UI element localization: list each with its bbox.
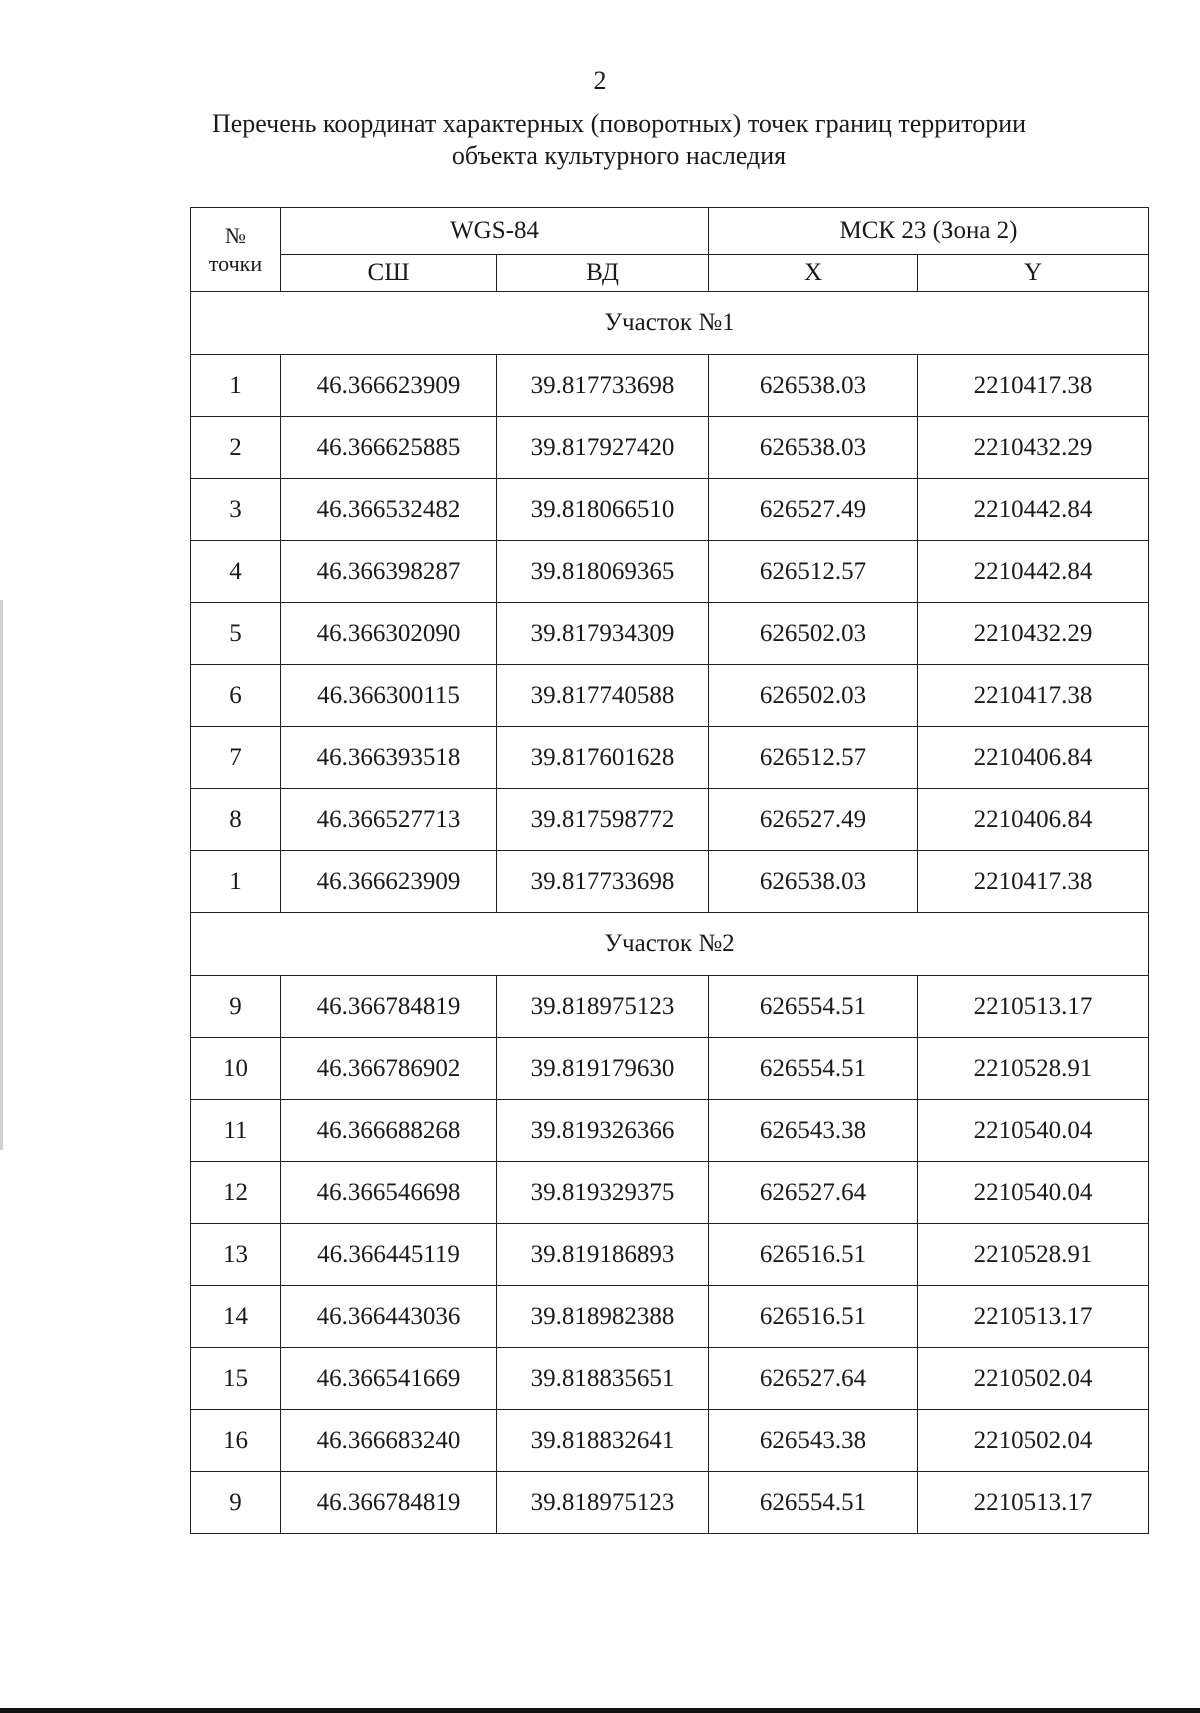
y-cell: 2210513.17 (918, 1472, 1149, 1534)
x-cell: 626543.38 (709, 1100, 918, 1162)
longitude-cell: 39.817934309 (497, 603, 709, 665)
point-number-cell: 1 (191, 355, 281, 417)
longitude-cell: 39.817927420 (497, 417, 709, 479)
y-cell: 2210540.04 (918, 1162, 1149, 1224)
longitude-cell: 39.818975123 (497, 976, 709, 1038)
x-cell: 626538.03 (709, 417, 918, 479)
header-point-number-sign: № (225, 222, 246, 248)
x-cell: 626516.51 (709, 1286, 918, 1348)
header-point-number-word: точки (208, 250, 263, 276)
longitude-cell: 39.818066510 (497, 479, 709, 541)
point-number-cell: 14 (191, 1286, 281, 1348)
latitude-cell: 46.366786902 (281, 1038, 497, 1100)
longitude-cell: 39.818982388 (497, 1286, 709, 1348)
latitude-cell: 46.366445119 (281, 1224, 497, 1286)
x-cell: 626554.51 (709, 1472, 918, 1534)
table-row (191, 417, 1149, 479)
table-row (191, 479, 1149, 541)
x-cell: 626527.49 (709, 789, 918, 851)
x-cell: 626527.49 (709, 479, 918, 541)
longitude-cell: 39.817733698 (497, 355, 709, 417)
latitude-cell: 46.366623909 (281, 851, 497, 913)
table-row (191, 1410, 1149, 1472)
point-number-cell: 12 (191, 1162, 281, 1224)
point-number-cell: 13 (191, 1224, 281, 1286)
y-cell: 2210432.29 (918, 603, 1149, 665)
table-row (191, 976, 1149, 1038)
section-row (191, 292, 1149, 355)
point-number-cell: 16 (191, 1410, 281, 1472)
table-row (191, 1224, 1149, 1286)
x-cell: 626512.57 (709, 541, 918, 603)
section-row (191, 913, 1149, 976)
x-cell: 626538.03 (709, 355, 918, 417)
y-cell: 2210513.17 (918, 976, 1149, 1038)
point-number-cell: 15 (191, 1348, 281, 1410)
x-cell: 626554.51 (709, 1038, 918, 1100)
x-cell: 626516.51 (709, 1224, 918, 1286)
table-row (191, 851, 1149, 913)
y-cell: 2210442.84 (918, 479, 1149, 541)
y-cell: 2210502.04 (918, 1410, 1149, 1472)
document-title (150, 108, 1088, 172)
x-cell: 626527.64 (709, 1162, 918, 1224)
header-wgs84: WGS-84 (281, 208, 709, 255)
point-number-cell: 3 (191, 479, 281, 541)
y-cell: 2210502.04 (918, 1348, 1149, 1410)
x-cell: 626538.03 (709, 851, 918, 913)
longitude-cell: 39.819326366 (497, 1100, 709, 1162)
point-number-cell: 1 (191, 851, 281, 913)
table-row (191, 1286, 1149, 1348)
table-body (191, 292, 1149, 1534)
x-cell: 626512.57 (709, 727, 918, 789)
longitude-cell: 39.817601628 (497, 727, 709, 789)
latitude-cell: 46.366398287 (281, 541, 497, 603)
header-longitude: ВД (497, 255, 709, 292)
header-msk23: МСК 23 (Зона 2) (709, 208, 1149, 255)
latitude-cell: 46.366527713 (281, 789, 497, 851)
longitude-cell: 39.817740588 (497, 665, 709, 727)
x-cell: 626543.38 (709, 1410, 918, 1472)
longitude-cell: 39.818835651 (497, 1348, 709, 1410)
latitude-cell: 46.366532482 (281, 479, 497, 541)
point-number-cell: 2 (191, 417, 281, 479)
scan-edge-left (0, 600, 3, 1150)
y-cell: 2210432.29 (918, 417, 1149, 479)
section-title: Участок №2 (191, 913, 1149, 976)
y-cell: 2210406.84 (918, 727, 1149, 789)
y-cell: 2210417.38 (918, 355, 1149, 417)
table-row (191, 1162, 1149, 1224)
point-number-cell: 9 (191, 1472, 281, 1534)
longitude-cell: 39.817733698 (497, 851, 709, 913)
table-row (191, 1472, 1149, 1534)
latitude-cell: 46.366541669 (281, 1348, 497, 1410)
latitude-cell: 46.366546698 (281, 1162, 497, 1224)
table-row (191, 789, 1149, 851)
point-number-cell: 4 (191, 541, 281, 603)
table-row (191, 541, 1149, 603)
point-number-cell: 7 (191, 727, 281, 789)
latitude-cell: 46.366302090 (281, 603, 497, 665)
longitude-cell: 39.819186893 (497, 1224, 709, 1286)
longitude-cell: 39.817598772 (497, 789, 709, 851)
point-number-cell: 10 (191, 1038, 281, 1100)
coordinates-table (190, 207, 1149, 1534)
y-cell: 2210528.91 (918, 1038, 1149, 1100)
point-number-cell: 11 (191, 1100, 281, 1162)
latitude-cell: 46.366683240 (281, 1410, 497, 1472)
x-cell: 626527.64 (709, 1348, 918, 1410)
header-point-number (191, 208, 281, 292)
longitude-cell: 39.819179630 (497, 1038, 709, 1100)
section-title: Участок №1 (191, 292, 1149, 355)
table-row (191, 1038, 1149, 1100)
point-number-cell: 9 (191, 976, 281, 1038)
y-cell: 2210406.84 (918, 789, 1149, 851)
longitude-cell: 39.818832641 (497, 1410, 709, 1472)
latitude-cell: 46.366625885 (281, 417, 497, 479)
latitude-cell: 46.366623909 (281, 355, 497, 417)
y-cell: 2210513.17 (918, 1286, 1149, 1348)
table-row (191, 603, 1149, 665)
y-cell: 2210528.91 (918, 1224, 1149, 1286)
y-cell: 2210417.38 (918, 665, 1149, 727)
table-row (191, 1348, 1149, 1410)
latitude-cell: 46.366784819 (281, 1472, 497, 1534)
document-title-line-1: Перечень координат характерных (поворотных) точек границ территории (211, 109, 1027, 138)
longitude-cell: 39.818975123 (497, 1472, 709, 1534)
header-x: X (709, 255, 918, 292)
point-number-cell: 6 (191, 665, 281, 727)
header-latitude: СШ (281, 255, 497, 292)
page-number: 2 (593, 66, 607, 95)
document-title-line-2: объекта культурного наследия (451, 141, 787, 170)
table-row (191, 727, 1149, 789)
y-cell: 2210540.04 (918, 1100, 1149, 1162)
table-row (191, 1100, 1149, 1162)
scan-edge-bottom (0, 1708, 1200, 1713)
point-number-cell: 8 (191, 789, 281, 851)
latitude-cell: 46.366393518 (281, 727, 497, 789)
point-number-cell: 5 (191, 603, 281, 665)
x-cell: 626554.51 (709, 976, 918, 1038)
latitude-cell: 46.366688268 (281, 1100, 497, 1162)
table-row (191, 665, 1149, 727)
y-cell: 2210442.84 (918, 541, 1149, 603)
y-cell: 2210417.38 (918, 851, 1149, 913)
x-cell: 626502.03 (709, 665, 918, 727)
latitude-cell: 46.366300115 (281, 665, 497, 727)
latitude-cell: 46.366784819 (281, 976, 497, 1038)
x-cell: 626502.03 (709, 603, 918, 665)
header-y: Y (918, 255, 1149, 292)
longitude-cell: 39.819329375 (497, 1162, 709, 1224)
longitude-cell: 39.818069365 (497, 541, 709, 603)
latitude-cell: 46.366443036 (281, 1286, 497, 1348)
table-row (191, 355, 1149, 417)
